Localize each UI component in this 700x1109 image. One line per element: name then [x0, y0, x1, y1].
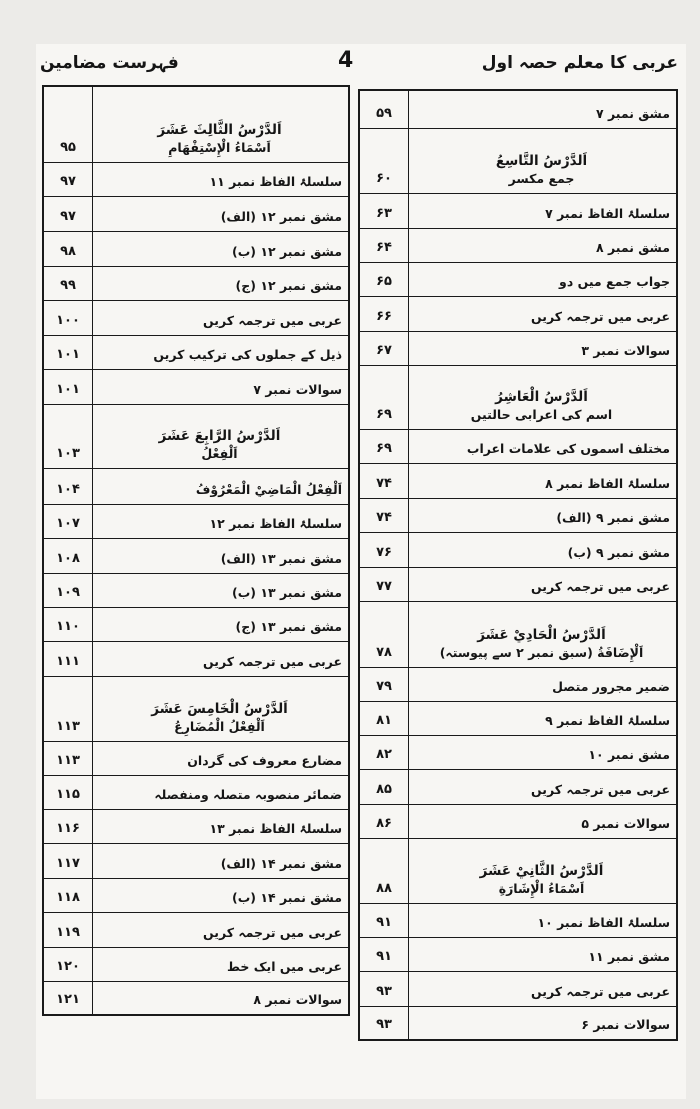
- toc-row: [359, 1006, 677, 1040]
- toc-entry-text: عربی میں ترجمہ کریں: [531, 983, 670, 999]
- toc-row: [359, 769, 677, 804]
- toc-entry-text: مشق نمبر ۱۳ (الف): [220, 550, 342, 566]
- toc-entry-text: اسم کی اعرابی حالتیں: [470, 406, 613, 422]
- toc-page-number: ۱۱۶: [43, 809, 93, 843]
- toc-entry-text: مشق نمبر ۱۰: [588, 746, 670, 762]
- toc-page-number: ۱۰۳: [43, 404, 93, 468]
- toc-entry: [409, 228, 678, 262]
- toc-entry: [93, 878, 350, 912]
- toc-row: [43, 369, 349, 404]
- toc-page-number: ۶۹: [359, 365, 409, 429]
- toc-row: [43, 231, 349, 266]
- toc-page-number: ۱۰۱: [43, 369, 93, 404]
- toc-row: [43, 504, 349, 538]
- toc-page-number: ۱۰۱: [43, 335, 93, 369]
- toc-entry: [93, 809, 350, 843]
- toc-row: [43, 843, 349, 878]
- toc-page-number: ۹۳: [359, 971, 409, 1006]
- toc-entry: [409, 667, 678, 701]
- toc-row: [359, 90, 677, 128]
- toc-entry-text: مشق نمبر ۱۲ (ج): [235, 277, 342, 293]
- toc-row: [43, 878, 349, 912]
- toc-entry: [409, 601, 678, 667]
- toc-entry-text: ضمیر مجرور متصل: [552, 678, 670, 694]
- toc-entry: [93, 607, 350, 641]
- toc-page-number: ۸۶: [359, 804, 409, 838]
- toc-page-number: ۱۰۷: [43, 504, 93, 538]
- toc-entry-text: مشق نمبر ۸: [595, 239, 670, 255]
- toc-row: [43, 468, 349, 504]
- toc-page-number: ۶۶: [359, 296, 409, 331]
- toc-row: [359, 128, 677, 193]
- toc-row: [359, 532, 677, 567]
- toc-row: [359, 262, 677, 296]
- toc-row: [43, 676, 349, 741]
- toc-entry: [93, 231, 350, 266]
- toc-entry-text: سلسلۂ الفاظ نمبر ۱۳: [209, 820, 342, 836]
- toc-entry: [93, 196, 350, 231]
- toc-page-number: ۶۴: [359, 228, 409, 262]
- lesson-heading: اَلدَّرْسُ الْحَادِيْ عَشَرَ: [477, 627, 606, 644]
- toc-entry-text: مشق نمبر ۱۴ (الف): [220, 855, 342, 871]
- toc-row: [359, 567, 677, 601]
- toc-page-number: ۶۰: [359, 128, 409, 193]
- toc-entry-text: اَلْفِعْلُ الْمَاضِيْ الْمَعْرُوْفُ: [195, 481, 342, 497]
- toc-row: [359, 296, 677, 331]
- toc-row: [43, 912, 349, 947]
- toc-entry-text: سوالات نمبر ۳: [581, 342, 670, 358]
- toc-page-number: ۱۰۹: [43, 573, 93, 607]
- toc-entry-text: سوالات نمبر ۶: [581, 1017, 670, 1033]
- toc-entry: [409, 567, 678, 601]
- toc-page-number: ۶۹: [359, 429, 409, 463]
- toc-entry-text: مشق نمبر ۱۲ (الف): [220, 208, 342, 224]
- toc-entry: [409, 498, 678, 532]
- toc-entry-text: مضارع معروف کی گردان: [187, 752, 342, 768]
- toc-page-number: ۷۸: [359, 601, 409, 667]
- toc-row: [43, 162, 349, 196]
- toc-entry: [409, 769, 678, 804]
- toc-entry-text: عربی میں ترجمہ کریں: [531, 578, 670, 594]
- toc-row: [359, 331, 677, 365]
- toc-entry: [93, 538, 350, 573]
- toc-row: [359, 804, 677, 838]
- toc-entry: [93, 468, 350, 504]
- toc-entry-text: عربی میں ترجمہ کریں: [203, 653, 342, 669]
- toc-row: [43, 266, 349, 300]
- toc-page-number: ۱۱۰: [43, 607, 93, 641]
- toc-page-number: ۱۰۸: [43, 538, 93, 573]
- toc-entry-text: اَسْمَاءُ الْإِشَارَةِ: [498, 880, 585, 896]
- toc-row: [359, 228, 677, 262]
- toc-entry: [93, 843, 350, 878]
- toc-entry: [93, 912, 350, 947]
- toc-page-number: ۹۹: [43, 266, 93, 300]
- toc-row: [359, 838, 677, 903]
- toc-entry: [93, 573, 350, 607]
- toc-entry-text: مشق نمبر ۱۳ (ب): [232, 584, 342, 600]
- toc-page-number: ۶۷: [359, 331, 409, 365]
- toc-page-number: ۷۴: [359, 498, 409, 532]
- toc-table-right: [358, 89, 678, 1041]
- toc-entry: [409, 903, 678, 937]
- toc-page-number: ۱۰۴: [43, 468, 93, 504]
- toc-page-number: ۱۱۵: [43, 775, 93, 809]
- toc-entry-text: ذیل کے جملوں کی ترکیب کریں: [153, 346, 342, 362]
- toc-entry-text: عربی میں ایک خط: [227, 958, 342, 974]
- toc-entry-text: سوالات نمبر ۵: [581, 815, 670, 831]
- toc-row: [359, 971, 677, 1006]
- toc-row: [43, 775, 349, 809]
- toc-row: [43, 335, 349, 369]
- toc-row: [43, 404, 349, 468]
- toc-row: [43, 300, 349, 335]
- toc-entry-text: مشق نمبر ۹ (الف): [556, 509, 670, 525]
- toc-entry-text: جواب جمع میں دو: [559, 273, 670, 289]
- toc-page-number: ۹۷: [43, 196, 93, 231]
- toc-row: [43, 607, 349, 641]
- toc-entry: [409, 701, 678, 735]
- toc-page-number: ۱۱۸: [43, 878, 93, 912]
- toc-page-number: ۵۹: [359, 90, 409, 128]
- toc-entry-text: سلسلۂ الفاظ نمبر ۷: [545, 205, 670, 221]
- toc-entry: [93, 162, 350, 196]
- toc-page-number: ۱۱۳: [43, 741, 93, 775]
- toc-entry: [93, 404, 350, 468]
- toc-entry: [93, 266, 350, 300]
- lesson-heading: اَلدَّرْسُ الرَّابِعَ عَشَرَ: [158, 428, 281, 445]
- toc-row: [359, 601, 677, 667]
- toc-entry: [409, 429, 678, 463]
- header-section-title: فہرست مضامین: [40, 53, 179, 73]
- toc-entry-text: مشق نمبر ۱۳ (ج): [235, 618, 342, 634]
- toc-entry-text: اَلْإِضَافَةُ (سبق نمبر ۲ سے پیوستہ): [439, 644, 644, 660]
- toc-entry-text: مشق نمبر ۷: [595, 105, 670, 121]
- toc-row: [359, 903, 677, 937]
- toc-entry-text: اَسْمَاءُ الْإِسْتِفْهَامِ: [168, 139, 271, 155]
- toc-row: [43, 641, 349, 676]
- toc-entry: [93, 775, 350, 809]
- lesson-heading: اَلدَّرْسُ الثَّالِثَ عَشَرَ: [157, 122, 282, 139]
- toc-page-number: ۹۷: [43, 162, 93, 196]
- toc-table-left: [42, 85, 350, 1016]
- toc-entry: [409, 971, 678, 1006]
- toc-row: [43, 86, 349, 162]
- toc-page-number: ۷۴: [359, 463, 409, 498]
- toc-entry-text: سلسلۂ الفاظ نمبر ۱۲: [209, 515, 342, 531]
- toc-entry: [409, 90, 678, 128]
- toc-row: [43, 947, 349, 981]
- toc-entry: [93, 504, 350, 538]
- toc-row: [359, 463, 677, 498]
- toc-page-number: ۹۱: [359, 903, 409, 937]
- toc-entry: [93, 981, 350, 1015]
- toc-entry-text: مشق نمبر ۱۲ (ب): [232, 243, 342, 259]
- toc-entry: [409, 735, 678, 769]
- toc-row: [359, 498, 677, 532]
- toc-row: [359, 667, 677, 701]
- toc-entry: [409, 193, 678, 228]
- toc-row: [359, 193, 677, 228]
- toc-page: [36, 44, 686, 1099]
- toc-entry: [409, 331, 678, 365]
- toc-page-number: ۹۱: [359, 937, 409, 971]
- toc-row: [43, 196, 349, 231]
- toc-entry: [409, 937, 678, 971]
- toc-entry-text: سوالات نمبر ۸: [253, 992, 342, 1008]
- toc-entry: [93, 741, 350, 775]
- toc-entry: [409, 532, 678, 567]
- toc-page-number: ۸۱: [359, 701, 409, 735]
- toc-page-number: ۷۶: [359, 532, 409, 567]
- toc-entry: [409, 128, 678, 193]
- toc-entry-text: مختلف اسموں کی علامات اعراب: [466, 440, 670, 456]
- toc-entry-text: عربی میں ترجمہ کریں: [203, 312, 342, 328]
- lesson-heading: اَلدَّرْسُ الْخَامِسَ عَشَرَ: [151, 701, 288, 718]
- toc-row: [359, 735, 677, 769]
- toc-entry: [409, 262, 678, 296]
- toc-page-number: ۹۳: [359, 1006, 409, 1040]
- toc-page-number: ۷۷: [359, 567, 409, 601]
- toc-entry-text: عربی میں ترجمہ کریں: [531, 308, 670, 324]
- toc-entry-text: اَلْفِعْلُ الْمُضَارِعُ: [174, 718, 265, 734]
- toc-entry: [409, 804, 678, 838]
- toc-row: [43, 809, 349, 843]
- lesson-heading: اَلدَّرْسُ التَّاسِعُ: [495, 153, 588, 170]
- toc-entry-text: ضمائر منصوبہ متصلہ ومنفصلہ: [154, 786, 342, 802]
- toc-entry: [93, 676, 350, 741]
- toc-entry: [93, 86, 350, 162]
- toc-entry: [409, 1006, 678, 1040]
- page-header: [36, 44, 686, 84]
- toc-row: [359, 365, 677, 429]
- toc-entry: [93, 300, 350, 335]
- toc-row: [43, 573, 349, 607]
- toc-row: [359, 937, 677, 971]
- page-number: 4: [338, 48, 354, 73]
- header-book-title: عربی کا معلم حصہ اول: [481, 53, 678, 73]
- lesson-heading: اَلدَّرْسُ الثَّانِيْ عَشَرَ: [479, 863, 604, 880]
- toc-page-number: ۸۸: [359, 838, 409, 903]
- toc-row: [43, 538, 349, 573]
- toc-entry-text: مشق نمبر ۱۴ (ب): [232, 889, 342, 905]
- toc-page-number: ۱۱۷: [43, 843, 93, 878]
- toc-row: [43, 981, 349, 1015]
- toc-entry-text: عربی میں ترجمہ کریں: [203, 924, 342, 940]
- toc-entry: [93, 369, 350, 404]
- toc-page-number: ۹۸: [43, 231, 93, 266]
- toc-page-number: ۱۱۱: [43, 641, 93, 676]
- toc-entry-text: سوالات نمبر ۷: [253, 381, 342, 397]
- toc-page-number: ۱۱۳: [43, 676, 93, 741]
- toc-entry-text: سلسلۂ الفاظ نمبر ۱۰: [537, 914, 670, 930]
- toc-entry: [409, 463, 678, 498]
- toc-page-number: ۸۵: [359, 769, 409, 804]
- toc-entry: [93, 641, 350, 676]
- toc-row: [43, 741, 349, 775]
- toc-page-number: ۷۹: [359, 667, 409, 701]
- toc-entry: [93, 335, 350, 369]
- toc-page-number: ۶۵: [359, 262, 409, 296]
- toc-page-number: ۱۲۱: [43, 981, 93, 1015]
- toc-row: [359, 429, 677, 463]
- toc-entry-text: مشق نمبر ۱۱: [588, 948, 670, 964]
- toc-row: [359, 701, 677, 735]
- toc-entry: [409, 838, 678, 903]
- toc-entry-text: سلسلۂ الفاظ نمبر ۱۱: [209, 173, 342, 189]
- toc-page-number: ۱۲۰: [43, 947, 93, 981]
- toc-entry-text: مشق نمبر ۹ (ب): [567, 544, 670, 560]
- toc-page-number: ۱۱۹: [43, 912, 93, 947]
- toc-page-number: ۱۰۰: [43, 300, 93, 335]
- toc-entry-text: اَلْفِعْلُ: [201, 445, 238, 461]
- toc-entry-text: عربی میں ترجمہ کریں: [531, 781, 670, 797]
- toc-entry: [409, 296, 678, 331]
- toc-entry-text: سلسلۂ الفاظ نمبر ۸: [545, 475, 670, 491]
- toc-entry-text: جمع مکسر: [508, 170, 575, 186]
- toc-page-number: ۹۵: [43, 86, 93, 162]
- lesson-heading: اَلدَّرْسُ الْعَاشِرُ: [495, 389, 588, 406]
- toc-entry: [93, 947, 350, 981]
- toc-entry: [409, 365, 678, 429]
- toc-page-number: ۸۲: [359, 735, 409, 769]
- toc-page-number: ۶۳: [359, 193, 409, 228]
- toc-entry-text: سلسلۂ الفاظ نمبر ۹: [545, 712, 670, 728]
